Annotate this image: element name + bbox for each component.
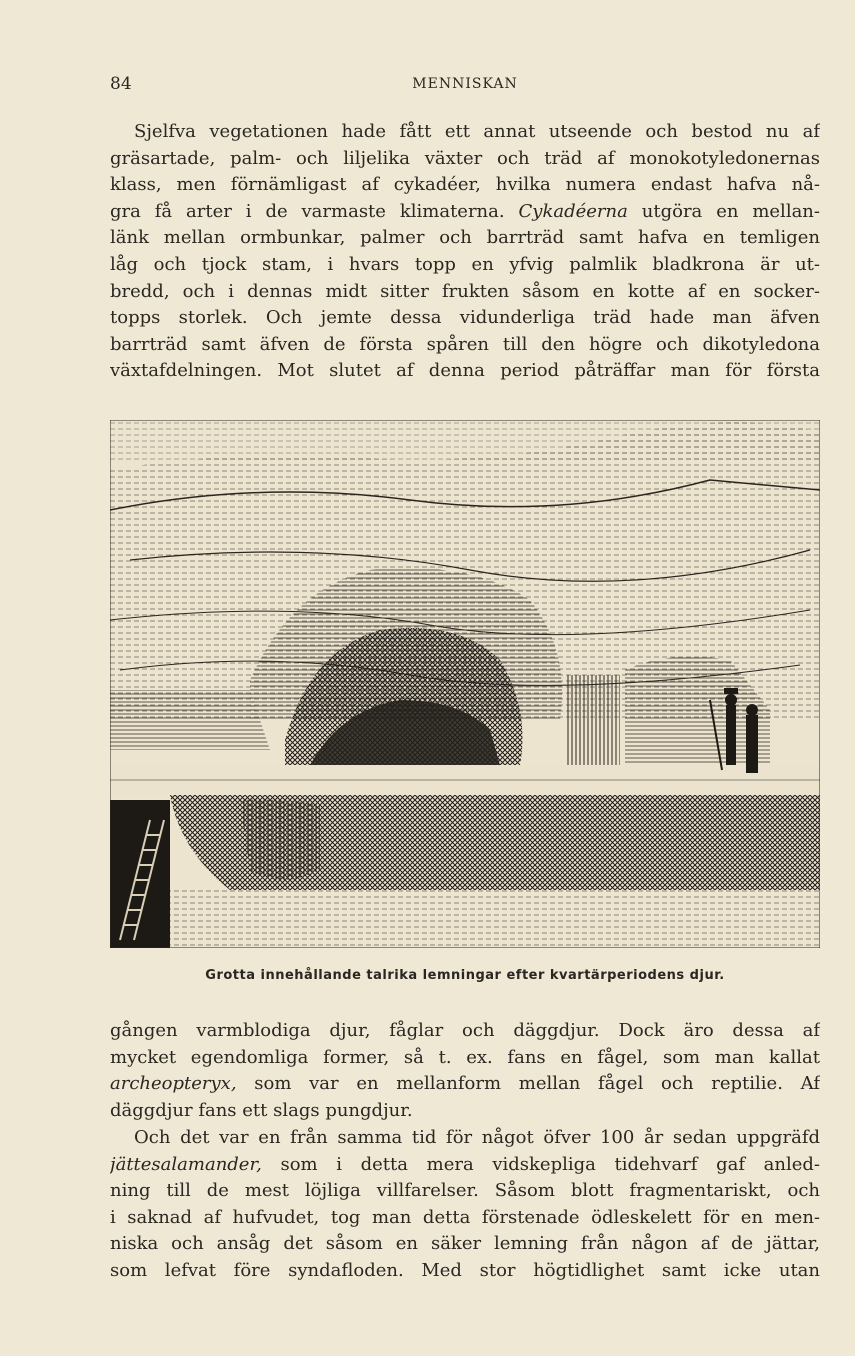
text-line: gräsartade, palm- och liljelika växter och träd af monokotyledonernas [110, 147, 820, 169]
text-line: ning till de mest löjliga villfarelser. Såsom blott fragmentariskt, och [110, 1180, 820, 1202]
text-line: länk mellan ormbunkar, palmer och barrträd samt hafva en temligen [110, 227, 820, 249]
page-header [110, 74, 820, 98]
italic-term: archeopteryx, [110, 1073, 237, 1095]
text-fragment: som i detta mera vidskepliga tidehvarf gaf anled- [280, 1153, 820, 1175]
text-line [110, 1071, 820, 1098]
text-line: gången varmblodiga djur, fåglar och däggdjur. Dock äro dessa af [110, 1020, 820, 1041]
text-line: niska och ansåg det såsom en säker lemning från någon af de jättar, [110, 1233, 820, 1255]
paragraph-salamander [110, 1125, 820, 1285]
text-line: bredd, och i dennas midt sitter frukten såsom en kotte af en socker- [110, 280, 820, 302]
text-line: barrträd samt äfven de första spåren till den högre och dikotyledona [110, 333, 820, 355]
text-line: växtafdelningen. Mot slutet af denna period påträffar man för första [110, 360, 820, 382]
text-line: som lefvat före syndafloden. Med stor högtidlighet samt icke utan [110, 1259, 820, 1281]
text-line [110, 199, 820, 226]
italic-term: Cykadéerna [518, 200, 628, 222]
paragraph-vegetation [110, 119, 820, 385]
text-line: Sjelfva vegetationen hade fått ett annat utseende och bestod nu af [134, 121, 820, 142]
text-fragment: utgöra en mellan- [641, 200, 820, 222]
page-number: 84 [110, 74, 132, 94]
text-line [110, 1152, 820, 1179]
figure-caption: Grotta innehållande talrika lemningar efter kvartärperiodens djur. [205, 968, 725, 983]
text-line: mycket egendomliga former, så t. ex. fans en fågel, som man kallat [110, 1046, 820, 1068]
text-line: låg och tjock stam, i hvars topp en yfvig palmlik bladkrona är ut- [110, 253, 820, 275]
text-fragment: som var en mellanform mellan fågel och reptilie. Af [254, 1073, 820, 1095]
cave-engraving [110, 420, 820, 948]
text-line: Och det var en från samma tid för något öfver 100 år sedan uppgräfd [134, 1127, 820, 1148]
text-fragment: gra få arter i de varmaste klimaterna. [110, 200, 505, 222]
text-line: i saknad af hufvudet, tog man detta förstenade ödleskelett för en men- [110, 1206, 820, 1228]
text-line: topps storlek. Och jemte dessa vidunderliga träd hade man äfven [110, 307, 820, 329]
text-line: däggdjur fans ett slags pungdjur. [110, 1099, 413, 1121]
italic-term: jättesalamander, [110, 1153, 262, 1175]
running-head: MENNISKAN [412, 76, 518, 92]
text-line: klass, men förnämligast af cykadéer, hvilka numera endast hafva nå- [110, 174, 820, 196]
paragraph-birds [110, 1018, 820, 1124]
